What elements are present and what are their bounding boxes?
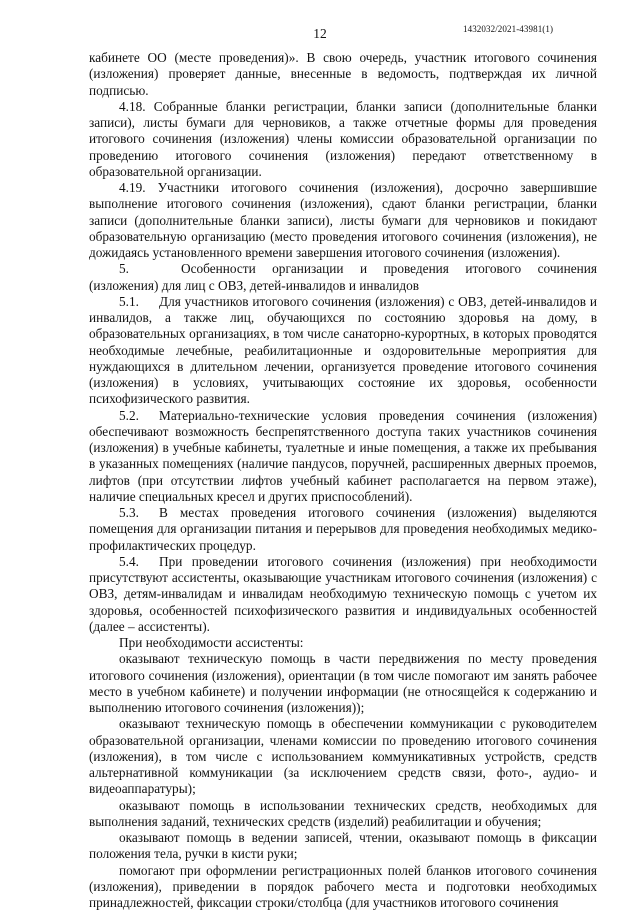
list-item-communication-help: оказывают техническую помощь в обеспечении коммуникации с руководителем образовательной организации, членами комиссии по проведению итогового сочинения (изложения), в том числе с использованием коммуникативных устройств, средств альтернативной коммуникации (за исключением средств связи, фото-, аудио- и видеоаппаратуры); <box>89 716 597 797</box>
paragraph-continuation: кабинете ОО (месте проведения)». В свою очередь, участник итогового сочинения (изложения) проверяет данные, внесенные в ведомость, подтверждая их личной подписью. <box>89 50 597 99</box>
list-item-technical-means-help: оказывают помощь в использовании технических средств, необходимых для выполнения заданий, технических средств (изделий) реабилитации и обучения; <box>89 798 597 831</box>
list-item-movement-help: оказывают техническую помощь в части передвижения по месту проведения итогового сочинения (изложения), ориентации (в том числе помогают им занять рабочее место в учебном кабинете) и получении информации (не относящейся к содержанию и выполнению итогового сочинения (изложения)); <box>89 651 597 716</box>
paragraph-5-1: 5.1. Для участников итогового сочинения (изложения) с ОВЗ, детей-инвалидов и инвалидов, а также лиц, обучающихся по состоянию здоровья на дому, в образовательных организациях, в том числе санаторно-курортных, в которых проводятся необходимые лечебные, реабилитационные и оздоровительные мероприятия для нуждающихся в длительном лечении, организуется проведение итогового сочинения (изложения) в условиях, учитывающих состояние их здоровья, особенности психофизического развития. <box>89 294 597 408</box>
clause-number: 5.2. <box>119 408 159 424</box>
document-body <box>89 50 597 911</box>
list-item-writing-help: оказывают помощь в ведении записей, чтении, оказывают помощь в фиксации положения тела, ручки в кисти руки; <box>89 830 597 863</box>
clause-number: 5.3. <box>119 505 159 521</box>
section-5-heading: 5. Особенности организации и проведения итогового сочинения (изложения) для лиц с ОВЗ, детей-инвалидов и инвалидов <box>89 261 597 294</box>
list-item-form-help: помогают при оформлении регистрационных полей бланков итогового сочинения (изложения), приведении в порядок рабочего места и подготовки необходимых принадлежностей, фиксации строки/столбца (для участников итогового сочинения <box>89 863 597 911</box>
paragraph-5-2: 5.2. Материально-технические условия проведения сочинения (изложения) обеспечивают возможность беспрепятственного доступа таких участников сочинения (изложения) в учебные кабинеты, туалетные и иные помещения, а также их пребывания в указанных помещениях (наличие пандусов, поручней, расширенных дверных проемов, лифтов (при отсутствии лифтов учебный кабинет располагается на первом этаже), наличие специальных кресел и других приспособлений). <box>89 408 597 506</box>
paragraph-5-3: 5.3. В местах проведения итогового сочинения (изложения) выделяются помещения для организации питания и перерывов для проведения необходимых медико-профилактических процедур. <box>89 505 597 554</box>
paragraph-4-19: 4.19. Участники итогового сочинения (изложения), досрочно завершившие выполнение итогового сочинения (изложения), сдают бланки регистрации, бланки записи (дополнительные бланки записи), листы бумаги для черновиков и покидают образовательную организацию (место проведения итогового сочинения (изложения), не дожидаясь установленного времени завершения итогового сочинения (изложения). <box>89 180 597 261</box>
clause-number: 5.4. <box>119 554 159 570</box>
section-number: 5. <box>119 261 181 277</box>
clause-number: 5.1. <box>119 294 159 310</box>
paragraph-5-4: 5.4. При проведении итогового сочинения (изложения) при необходимости присутствуют ассистенты, оказывающие участникам итогового сочинения (изложения) с ОВЗ, детям-инвалидам и инвалидам необходимую техническую помощь с учетом их здоровья, особенностей психофизического развития и индивидуальных особенностей (далее – ассистенты). <box>89 554 597 635</box>
page-number: 12 <box>0 26 640 42</box>
paragraph-assistants-intro: При необходимости ассистенты: <box>89 635 597 651</box>
document-id: 1432032/2021-43981(1) <box>463 24 553 34</box>
paragraph-4-18: 4.18. Собранные бланки регистрации, бланки записи (дополнительные бланки записи), листы бумаги для черновиков, а также отчетные формы для проведения итогового сочинения (изложения) члены комиссии образовательной организации по проведению итогового сочинения (изложения) передают ответственному в образовательной организации. <box>89 99 597 180</box>
